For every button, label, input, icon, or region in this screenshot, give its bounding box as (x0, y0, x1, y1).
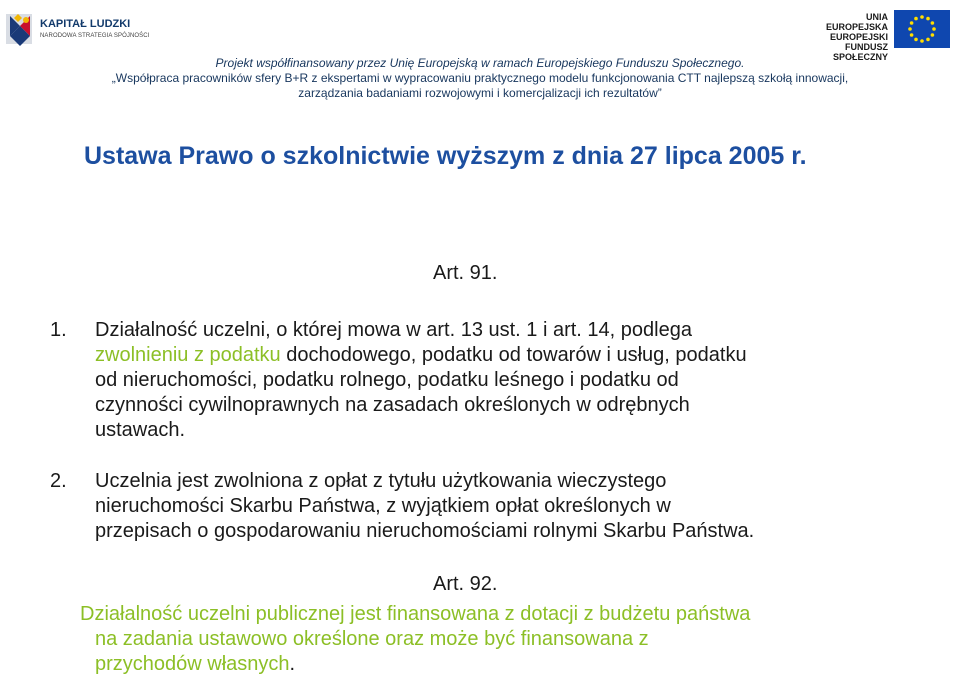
eu-line-2: EUROPEJSKI (829, 32, 888, 42)
project-line-1: Projekt współfinansowany przez Unię Europejską w ramach Europejskiego Funduszu Społecznego. (215, 56, 745, 70)
art-92-paragraph (80, 602, 750, 677)
p1-highlight: zwolnieniu z podatku (95, 344, 281, 366)
kapital-ludzki-logo (6, 10, 150, 50)
eu-logo-text (806, 12, 888, 62)
p1-line-2 (95, 343, 747, 368)
p2-line-2: nieruchomości Skarbu Państwa, z wyjątkiem opłat określonych w (95, 495, 671, 517)
art-92-heading: Art. 92. (433, 573, 498, 595)
kapital-ludzki-title: KAPITAŁ LUDZKI (40, 18, 131, 30)
kapital-ludzki-emblem-icon (6, 10, 36, 48)
p1-line-4: czynności cywilnoprawnych na zasadach określonych w odrębnych (95, 394, 690, 416)
art-91-heading: Art. 91. (433, 262, 498, 284)
p1-line-3: od nieruchomości, podatku rolnego, podatku leśnego i podatku od (95, 369, 679, 391)
eu-stars-icon (894, 10, 950, 48)
eu-line-3: FUNDUSZ SPOŁECZNY (832, 42, 888, 62)
p1-line-2-rest: dochodowego, podatku od towarów i usług, podatku (280, 344, 747, 366)
eu-line-1: UNIA EUROPEJSKA (825, 12, 888, 32)
project-line-3: zarządzania badaniami rozwojowymi i komercjalizacji ich rezultatów” (298, 86, 662, 100)
p1-number: 1. (50, 319, 67, 341)
p2-line-3: przepisach o gospodarowaniu nieruchomościami rolnymi Skarbu Państwa. (95, 520, 755, 542)
a92-line-1: Działalność uczelni publicznej jest finansowana z dotacji z budżetu państwa (80, 603, 751, 625)
eu-logo (806, 8, 952, 62)
a92-line-2: na zadania ustawowo określone oraz może być finansowana z (95, 628, 649, 650)
a92-line-3 (80, 652, 750, 677)
p2-number: 2. (50, 470, 67, 492)
eu-flag-icon (894, 10, 950, 48)
a92-period: . (289, 653, 296, 675)
project-line-2: „Współpraca pracowników sfery B+R z ekspertami w wypracowaniu praktycznego modelu funkcjonowania CTT najlepszą szkołą innowacji, (111, 71, 849, 85)
kapital-ludzki-subtitle: NARODOWA STRATEGIA SPÓJNOŚCI (40, 33, 150, 39)
project-info (0, 56, 960, 101)
page-title: Ustawa Prawo o szkolnictwie wyższym z dnia 27 lipca 2005 r. (84, 142, 807, 170)
p2-line-1: Uczelnia jest zwolniona z opłat z tytułu użytkowania wieczystego (95, 470, 667, 492)
p1-line-1: Działalność uczelni, o której mowa w art. 13 ust. 1 i art. 14, podlega (95, 319, 692, 341)
p1-line-5: ustawach. (95, 419, 186, 441)
a92-line-3-text: przychodów własnych (95, 653, 290, 675)
